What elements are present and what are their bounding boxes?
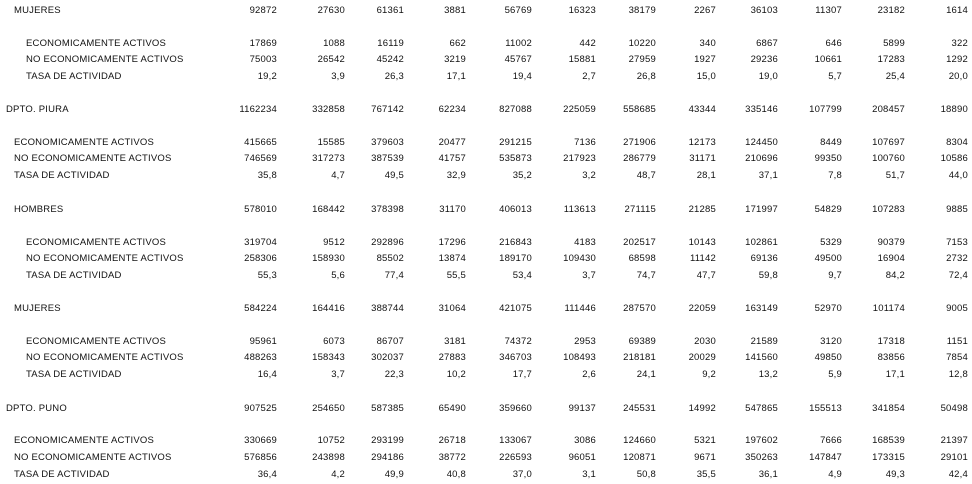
table-cell: 27630	[317, 5, 345, 16]
table-cell: 340	[699, 38, 716, 49]
table-cell: 1927	[694, 54, 716, 65]
table-row	[0, 402, 972, 416]
table-cell: 29236	[750, 54, 778, 65]
table-cell: 120871	[623, 452, 656, 463]
table-cell: 1614	[946, 5, 968, 16]
table-cell: 1292	[946, 54, 968, 65]
table-cell: 155513	[809, 403, 842, 414]
table-cell: 55,5	[446, 270, 466, 281]
table-cell: 317273	[312, 153, 345, 164]
row-label: HOMBRES	[14, 204, 64, 215]
table-row	[0, 236, 972, 250]
table-cell: 488263	[244, 352, 277, 363]
table-cell: 1162234	[239, 104, 277, 115]
table-cell: 3181	[444, 336, 466, 347]
table-cell: 17,7	[512, 369, 532, 380]
table-cell: 9885	[946, 204, 968, 215]
table-cell: 32,9	[446, 170, 466, 181]
table-cell: 65490	[438, 403, 466, 414]
table-row	[0, 152, 972, 166]
table-cell: 7854	[946, 352, 968, 363]
table-cell: 28,1	[696, 170, 716, 181]
table-cell: 10752	[317, 435, 345, 446]
table-cell: 31171	[689, 153, 716, 164]
table-cell: 11307	[815, 5, 842, 16]
table-cell: 2,6	[582, 369, 596, 380]
row-label: NO ECONOMICAMENTE ACTIVOS	[26, 54, 184, 65]
table-cell: 173315	[872, 452, 905, 463]
table-cell: 20477	[438, 137, 466, 148]
table-cell: 330669	[244, 435, 277, 446]
table-cell: 335146	[745, 104, 778, 115]
table-cell: 16,4	[257, 369, 277, 380]
table-row	[0, 37, 972, 51]
table-cell: 38772	[438, 452, 466, 463]
table-cell: 210696	[745, 153, 778, 164]
table-cell: 208457	[872, 104, 905, 115]
table-cell: 5329	[820, 237, 842, 248]
table-cell: 11002	[505, 38, 532, 49]
table-cell: 587385	[371, 403, 404, 414]
table-cell: 10220	[628, 38, 656, 49]
table-cell: 56769	[504, 5, 532, 16]
table-cell: 4,2	[331, 469, 345, 480]
table-row	[0, 434, 972, 448]
table-cell: 49,3	[885, 469, 905, 480]
table-cell: 35,2	[512, 170, 532, 181]
table-cell: 59,8	[758, 270, 778, 281]
row-label: DPTO. PIURA	[6, 104, 69, 115]
table-cell: 29101	[940, 452, 968, 463]
table-cell: 19,4	[512, 71, 532, 82]
table-cell: 5,7	[828, 71, 842, 82]
table-cell: 245531	[623, 403, 656, 414]
table-row	[0, 468, 972, 482]
table-cell: 20,0	[948, 71, 968, 82]
table-cell: 16904	[877, 253, 905, 264]
table-cell: 535873	[499, 153, 532, 164]
table-cell: 9,2	[702, 369, 716, 380]
table-cell: 22,3	[384, 369, 404, 380]
table-cell: 90379	[877, 237, 905, 248]
table-cell: 2030	[694, 336, 716, 347]
table-cell: 578010	[244, 204, 277, 215]
table-cell: 52970	[814, 303, 842, 314]
table-cell: 576856	[244, 452, 277, 463]
table-cell: 8304	[946, 137, 968, 148]
table-cell: 9,7	[828, 270, 842, 281]
table-cell: 387539	[371, 153, 404, 164]
table-cell: 7153	[946, 237, 968, 248]
table-row	[0, 4, 972, 18]
table-cell: 3120	[820, 336, 842, 347]
table-cell: 646	[825, 38, 842, 49]
table-cell: 547865	[745, 403, 778, 414]
table-cell: 168539	[872, 435, 905, 446]
table-cell: 17296	[438, 237, 466, 248]
table-cell: 20029	[688, 352, 716, 363]
table-cell: 2953	[574, 336, 596, 347]
table-cell: 1088	[323, 38, 345, 49]
table-cell: 14992	[688, 403, 716, 414]
table-cell: 5,6	[331, 270, 345, 281]
table-cell: 99350	[814, 153, 842, 164]
table-cell: 13874	[438, 253, 466, 264]
table-cell: 322	[951, 38, 968, 49]
table-cell: 27959	[628, 54, 656, 65]
row-label: TASA DE ACTIVIDAD	[14, 170, 110, 181]
table-cell: 286779	[623, 153, 656, 164]
table-cell: 171997	[745, 204, 778, 215]
table-cell: 332858	[312, 104, 345, 115]
table-cell: 49500	[814, 253, 842, 264]
table-cell: 662	[449, 38, 466, 49]
table-cell: 341854	[872, 403, 905, 414]
table-cell: 415665	[244, 137, 277, 148]
table-row	[0, 53, 972, 67]
table-cell: 36103	[750, 5, 778, 16]
table-cell: 767142	[371, 104, 404, 115]
table-cell: 19,2	[257, 71, 277, 82]
table-cell: 218181	[623, 352, 656, 363]
table-cell: 406013	[499, 204, 532, 215]
table-row	[0, 269, 972, 283]
table-cell: 17869	[249, 38, 277, 49]
table-cell: 12,8	[948, 369, 968, 380]
table-cell: 7136	[574, 137, 596, 148]
table-cell: 26,3	[384, 71, 404, 82]
row-label: ECONOMICAMENTE ACTIVOS	[26, 38, 167, 49]
table-cell: 13,2	[758, 369, 778, 380]
table-cell: 10,2	[446, 369, 466, 380]
table-cell: 36,4	[257, 469, 277, 480]
table-cell: 7666	[820, 435, 842, 446]
table-cell: 42,4	[948, 469, 968, 480]
table-cell: 69389	[628, 336, 656, 347]
table-cell: 111446	[564, 303, 596, 314]
row-label: NO ECONOMICAMENTE ACTIVOS	[26, 253, 184, 264]
table-cell: 197602	[745, 435, 778, 446]
table-cell: 271115	[624, 204, 656, 215]
table-cell: 23182	[877, 5, 905, 16]
table-cell: 9512	[323, 237, 345, 248]
table-cell: 292896	[371, 237, 404, 248]
table-cell: 3,1	[582, 469, 596, 480]
table-cell: 21397	[940, 435, 968, 446]
table-cell: 147847	[809, 452, 842, 463]
table-cell: 25,4	[885, 71, 905, 82]
table-cell: 294186	[371, 452, 404, 463]
table-cell: 1151	[946, 336, 968, 347]
table-cell: 99137	[568, 403, 596, 414]
table-cell: 26,8	[636, 71, 656, 82]
table-cell: 226593	[499, 452, 532, 463]
table-cell: 158930	[312, 253, 345, 264]
table-cell: 113613	[563, 204, 596, 215]
table-cell: 442	[579, 38, 596, 49]
table-cell: 158343	[312, 352, 345, 363]
row-label: TASA DE ACTIVIDAD	[26, 270, 122, 281]
table-cell: 75003	[249, 54, 277, 65]
table-cell: 86707	[376, 336, 404, 347]
table-cell: 346703	[499, 352, 532, 363]
table-cell: 133067	[499, 435, 532, 446]
table-cell: 54829	[814, 204, 842, 215]
table-cell: 50498	[940, 403, 968, 414]
table-cell: 26718	[438, 435, 466, 446]
table-cell: 107799	[809, 104, 842, 115]
row-label: MUJERES	[14, 5, 61, 16]
table-cell: 37,1	[758, 170, 778, 181]
table-cell: 15585	[317, 137, 345, 148]
table-cell: 15,0	[696, 71, 716, 82]
table-cell: 31064	[438, 303, 466, 314]
row-label: ECONOMICAMENTE ACTIVOS	[26, 237, 167, 248]
table-cell: 5899	[883, 38, 905, 49]
table-cell: 6073	[323, 336, 345, 347]
table-cell: 17318	[877, 336, 905, 347]
row-label: ECONOMICAMENTE ACTIVOS	[14, 137, 155, 148]
table-cell: 27883	[438, 352, 466, 363]
table-cell: 3881	[444, 5, 466, 16]
table-cell: 44,0	[948, 170, 968, 181]
table-cell: 55,3	[257, 270, 277, 281]
row-label: NO ECONOMICAMENTE ACTIVOS	[14, 153, 172, 164]
table-cell: 16119	[377, 38, 404, 49]
table-cell: 584224	[244, 303, 277, 314]
table-cell: 10586	[940, 153, 968, 164]
table-cell: 124450	[745, 137, 778, 148]
table-cell: 108493	[563, 352, 596, 363]
table-cell: 51,7	[885, 170, 905, 181]
table-cell: 48,7	[636, 170, 656, 181]
table-cell: 163149	[745, 303, 778, 314]
table-cell: 77,4	[384, 270, 404, 281]
row-label: ECONOMICAMENTE ACTIVOS	[14, 435, 155, 446]
table-cell: 4183	[574, 237, 596, 248]
table-cell: 254650	[312, 403, 345, 414]
table-cell: 49,9	[384, 469, 404, 480]
table-cell: 6867	[756, 38, 778, 49]
table-cell: 92872	[249, 5, 277, 16]
table-cell: 53,4	[512, 270, 532, 281]
table-cell: 35,8	[257, 170, 277, 181]
table-cell: 101174	[872, 303, 905, 314]
table-cell: 10143	[688, 237, 716, 248]
table-cell: 4,7	[331, 170, 345, 181]
table-cell: 17,1	[446, 71, 466, 82]
table-cell: 8449	[820, 137, 842, 148]
table-cell: 558685	[623, 104, 656, 115]
table-cell: 84,2	[885, 270, 905, 281]
table-cell: 21285	[688, 204, 716, 215]
table-cell: 9671	[694, 452, 716, 463]
table-cell: 4,9	[828, 469, 842, 480]
row-label: NO ECONOMICAMENTE ACTIVOS	[14, 452, 172, 463]
table-cell: 421075	[499, 303, 532, 314]
table-cell: 83856	[877, 352, 905, 363]
table-cell: 216843	[499, 237, 532, 248]
table-cell: 35,5	[696, 469, 716, 480]
table-cell: 3,2	[582, 170, 596, 181]
table-cell: 164416	[312, 303, 345, 314]
table-cell: 3,7	[331, 369, 345, 380]
table-cell: 41757	[438, 153, 466, 164]
table-row	[0, 70, 972, 84]
table-row	[0, 203, 972, 217]
table-cell: 189170	[499, 253, 532, 264]
table-row	[0, 252, 972, 266]
table-cell: 109430	[563, 253, 596, 264]
table-cell: 3,7	[582, 270, 596, 281]
table-cell: 827088	[499, 104, 532, 115]
table-cell: 287570	[623, 303, 656, 314]
table-cell: 302037	[371, 352, 404, 363]
table-cell: 107697	[872, 137, 905, 148]
table-cell: 291215	[499, 137, 532, 148]
table-cell: 49,5	[384, 170, 404, 181]
row-label: ECONOMICAMENTE ACTIVOS	[26, 336, 167, 347]
table-cell: 202517	[623, 237, 656, 248]
table-cell: 43344	[688, 104, 716, 115]
table-cell: 3,9	[331, 71, 345, 82]
table-cell: 45767	[504, 54, 532, 65]
row-label: NO ECONOMICAMENTE ACTIVOS	[26, 352, 184, 363]
table-cell: 378398	[371, 204, 404, 215]
table-cell: 45242	[376, 54, 404, 65]
table-row	[0, 302, 972, 316]
table-cell: 15881	[568, 54, 596, 65]
table-cell: 319704	[244, 237, 277, 248]
table-cell: 31170	[439, 204, 466, 215]
table-cell: 350263	[745, 452, 778, 463]
table-row	[0, 368, 972, 382]
row-label: TASA DE ACTIVIDAD	[14, 469, 110, 480]
table-cell: 243898	[312, 452, 345, 463]
table-cell: 68598	[628, 253, 656, 264]
table-cell: 5321	[694, 435, 716, 446]
table-row	[0, 169, 972, 183]
table-cell: 17283	[877, 54, 905, 65]
table-cell: 24,1	[636, 369, 656, 380]
table-cell: 217923	[563, 153, 596, 164]
row-label: DPTO. PUNO	[6, 403, 67, 414]
table-cell: 50,8	[636, 469, 656, 480]
table-cell: 62234	[438, 104, 466, 115]
table-row	[0, 451, 972, 465]
table-cell: 3086	[574, 435, 596, 446]
table-cell: 72,4	[948, 270, 968, 281]
table-cell: 69136	[750, 253, 778, 264]
row-label: TASA DE ACTIVIDAD	[26, 71, 122, 82]
table-cell: 26542	[317, 54, 345, 65]
table-cell: 359660	[499, 403, 532, 414]
table-cell: 258306	[244, 253, 277, 264]
table-cell: 19,0	[758, 71, 778, 82]
table-cell: 107283	[872, 204, 905, 215]
table-row	[0, 136, 972, 150]
table-cell: 95961	[249, 336, 277, 347]
table-cell: 2732	[946, 253, 968, 264]
table-cell: 746569	[244, 153, 277, 164]
table-cell: 102861	[745, 237, 778, 248]
table-cell: 3219	[444, 54, 466, 65]
table-cell: 85502	[376, 253, 404, 264]
table-cell: 22059	[688, 303, 716, 314]
table-cell: 2,7	[582, 71, 596, 82]
table-cell: 9005	[946, 303, 968, 314]
table-cell: 7,8	[828, 170, 842, 181]
table-cell: 10661	[814, 54, 842, 65]
table-cell: 96051	[568, 452, 596, 463]
table-cell: 49850	[814, 352, 842, 363]
table-cell: 16323	[568, 5, 596, 16]
table-cell: 18890	[940, 104, 968, 115]
table-cell: 5,9	[828, 369, 842, 380]
table-cell: 141560	[745, 352, 778, 363]
table-cell: 271906	[623, 137, 656, 148]
table-cell: 124660	[623, 435, 656, 446]
table-cell: 36,1	[758, 469, 778, 480]
table-cell: 38179	[628, 5, 656, 16]
table-cell: 388744	[371, 303, 404, 314]
table-cell: 12173	[688, 137, 716, 148]
table-cell: 379603	[371, 137, 404, 148]
table-cell: 17,1	[885, 369, 905, 380]
table-row	[0, 335, 972, 349]
table-row	[0, 103, 972, 117]
table-row	[0, 351, 972, 365]
table-cell: 37,0	[512, 469, 532, 480]
table-cell: 907525	[244, 403, 277, 414]
table-cell: 74372	[504, 336, 532, 347]
table-cell: 47,7	[696, 270, 716, 281]
table-cell: 2267	[694, 5, 716, 16]
table-cell: 100760	[872, 153, 905, 164]
table-cell: 11142	[689, 253, 716, 264]
table-cell: 225059	[563, 104, 596, 115]
table-cell: 74,7	[636, 270, 656, 281]
table-cell: 61361	[376, 5, 404, 16]
table-cell: 168442	[312, 204, 345, 215]
row-label: MUJERES	[14, 303, 61, 314]
table-cell: 40,8	[446, 469, 466, 480]
table-cell: 293199	[371, 435, 404, 446]
row-label: TASA DE ACTIVIDAD	[26, 369, 122, 380]
table-cell: 21589	[750, 336, 778, 347]
